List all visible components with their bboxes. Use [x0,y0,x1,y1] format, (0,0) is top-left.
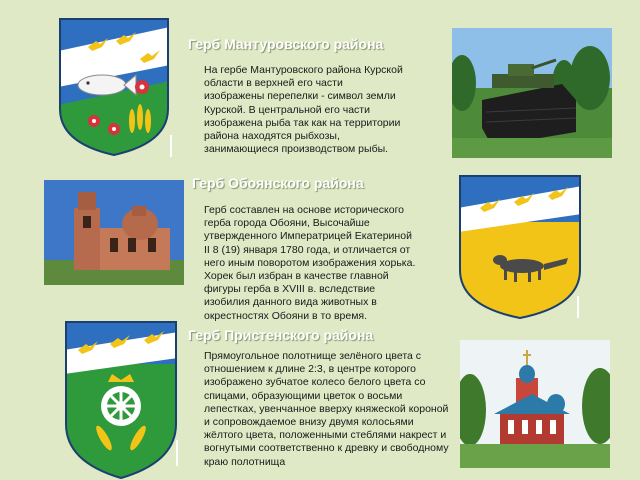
divider-line [170,135,172,157]
tank-monument-photo [452,28,612,158]
oboyan-coat-of-arms [458,174,582,320]
section-text-manturovo: На гербе Мантуровского района Курской области в верхней его части изображены перепелки - символ земли Курской. В центральной его части изображена рыба так как на территории района находятся рыбхозы, занимающиеся производством рыбы. [204,64,403,156]
pristen-coat-of-arms [64,320,178,480]
section-text-pristen: Прямоугольное полотнище зелёного цвета с отношением к длине 2:3, в центре которого изображено зубчатое колесо белого цвета со спицами, образующими цветок о восьми лепестках, увенчанное вверху княжеской короной и сопровождаемое внизу двумя колосьями жёлтого цвета, положенными стеблями накрест и вогнутыми соответственно к древку и свободному краю полотнища [204,350,449,468]
section-title-manturovo: Герб Мантуровского района [188,36,384,52]
section-title-oboyan: Герб Обоянского района [192,175,364,191]
section-title-pristen: Герб Пристенского района [188,327,374,343]
divider-line [577,296,579,318]
divider-line [176,440,178,466]
ruined-church-photo [44,180,184,285]
manturovo-coat-of-arms [58,17,170,157]
section-text-oboyan: Герб составлен на основе исторического герба города Обояни, Высочайше утвержденного Императрицей Екатериной II 8 (19) января 1780 года, и отличается от него иным поворотом изображения хорька. Хорек был избран в качестве главной фигуры герба в XVIII в. вследствие изобилия данного вида животных в окрестностях Обояни в то время. [204,204,416,322]
orthodox-church-photo [460,340,610,468]
